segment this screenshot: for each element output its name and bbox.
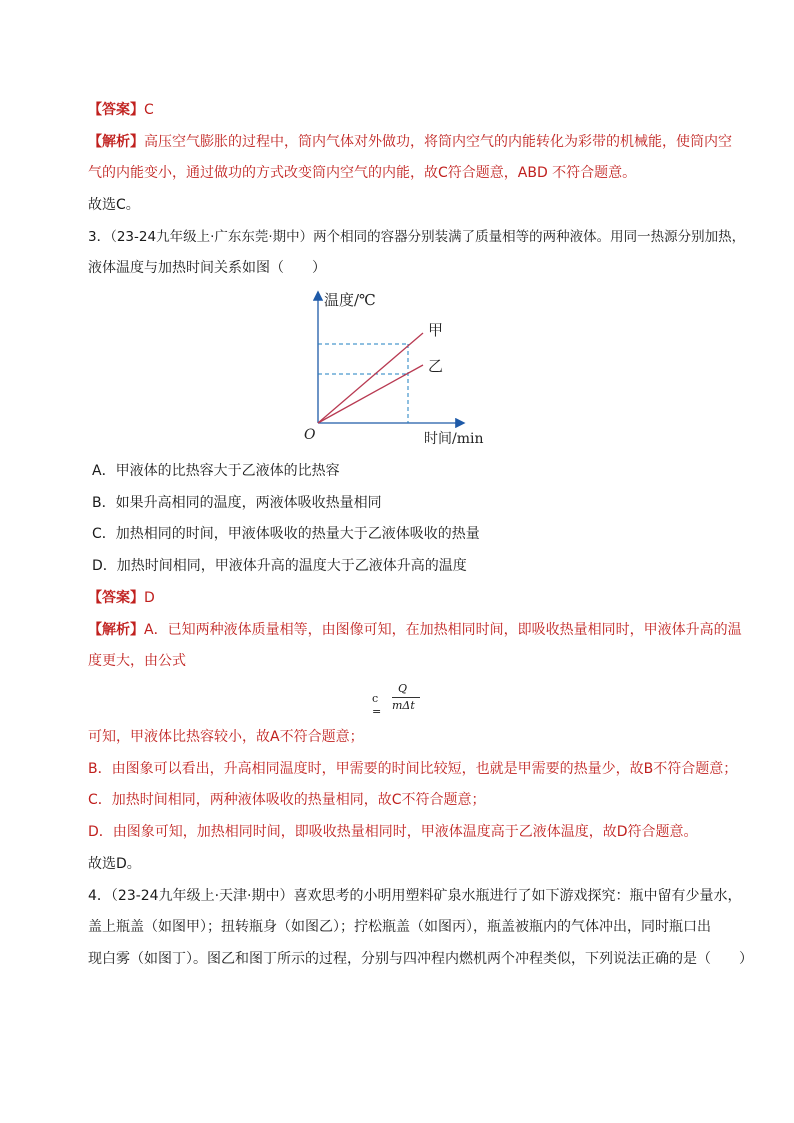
formula-denominator: mΔt	[392, 699, 415, 712]
q3-stem-line-2: 液体温度与加热时间关系如图（ ）	[88, 260, 326, 276]
q3-option-c: C．加热相同的时间，甲液体吸收的热量大于乙液体吸收的热量	[92, 526, 480, 542]
answer-value: D	[144, 590, 155, 606]
q3-answer-line	[88, 588, 155, 608]
temperature-time-graph	[298, 285, 498, 450]
analysis-tag: 【解析】	[88, 622, 144, 638]
q3-stem-line-1: 3．（23-24九年级上·广东东莞·期中）两个相同的容器分别装满了质量相等的两种液体。用同一热源分别加热，	[88, 229, 746, 245]
q2-answer-line	[88, 100, 154, 120]
q3-analysis-line-3: 可知，甲液体比热容较小，故A不符合题意；	[88, 729, 364, 745]
analysis-tag: 【解析】	[88, 134, 144, 150]
answer-value: C	[144, 102, 154, 118]
x-axis-label: 时间/min	[424, 431, 484, 447]
answer-tag: 【答案】	[88, 102, 144, 118]
q3-option-d: D．加热时间相同，甲液体升高的温度大于乙液体升高的温度	[92, 558, 467, 574]
q2-conclusion: 故选C。	[88, 197, 140, 213]
q3-analysis-line-2: 度更大，由公式	[88, 653, 186, 669]
q3-analysis-b: B．由图象可以看出，升高相同温度时，甲需要的时间比较短，也就是甲需要的热量少，故B不符合题意；	[88, 761, 738, 777]
origin-label: O	[304, 427, 316, 443]
q2-analysis-line-1	[88, 132, 732, 152]
series-label-jia: 甲	[428, 321, 444, 339]
q4-stem-line-3: 现白雾（如图丁）。图乙和图丁所示的过程，分别与四冲程内燃机两个冲程类似，下列说法正确的是（ ）	[88, 951, 753, 967]
answer-tag: 【答案】	[88, 590, 144, 606]
analysis-text: A．已知两种液体质量相等，由图像可知，在加热相同时间，即吸收热量相同时，甲液体升高的温	[144, 622, 742, 638]
formula-numerator: Q	[398, 682, 408, 695]
series-line-jia	[318, 333, 423, 423]
q3-analysis-c: C．加热时间相同，两种液体吸收的热量相同，故C不符合题意；	[88, 792, 486, 808]
q3-option-b: B．如果升高相同的温度，两液体吸收热量相同	[92, 495, 382, 511]
q3-analysis-line-1	[88, 620, 742, 640]
q3-option-a: A．甲液体的比热容大于乙液体的比热容	[92, 463, 340, 479]
analysis-text: 高压空气膨胀的过程中，筒内气体对外做功，将筒内空气的内能转化为彩带的机械能，使筒内空	[144, 134, 732, 150]
q3-conclusion: 故选D。	[88, 856, 141, 872]
fraction-bar	[392, 697, 420, 698]
q4-stem-line-2: 盖上瓶盖（如图甲）；扭转瓶身（如图乙）；拧松瓶盖（如图丙），瓶盖被瓶内的气体冲出，同时瓶口出	[88, 919, 711, 935]
formula-lhs: c =	[372, 692, 382, 718]
q3-analysis-d: D．由图象可知，加热相同时间，即吸收热量相同时，甲液体温度高于乙液体温度，故D符合题意。	[88, 824, 698, 840]
series-label-yi: 乙	[428, 357, 444, 375]
q4-stem-line-1: 4．（23-24九年级上·天津·期中）喜欢思考的小明用塑料矿泉水瓶进行了如下游戏探究：瓶中留有少量水，	[88, 888, 742, 904]
y-axis-label: 温度/℃	[324, 291, 376, 309]
q2-analysis-line-2: 气的内能变小，通过做功的方式改变筒内空气的内能，故C符合题意，ABD 不符合题意。	[88, 165, 637, 181]
